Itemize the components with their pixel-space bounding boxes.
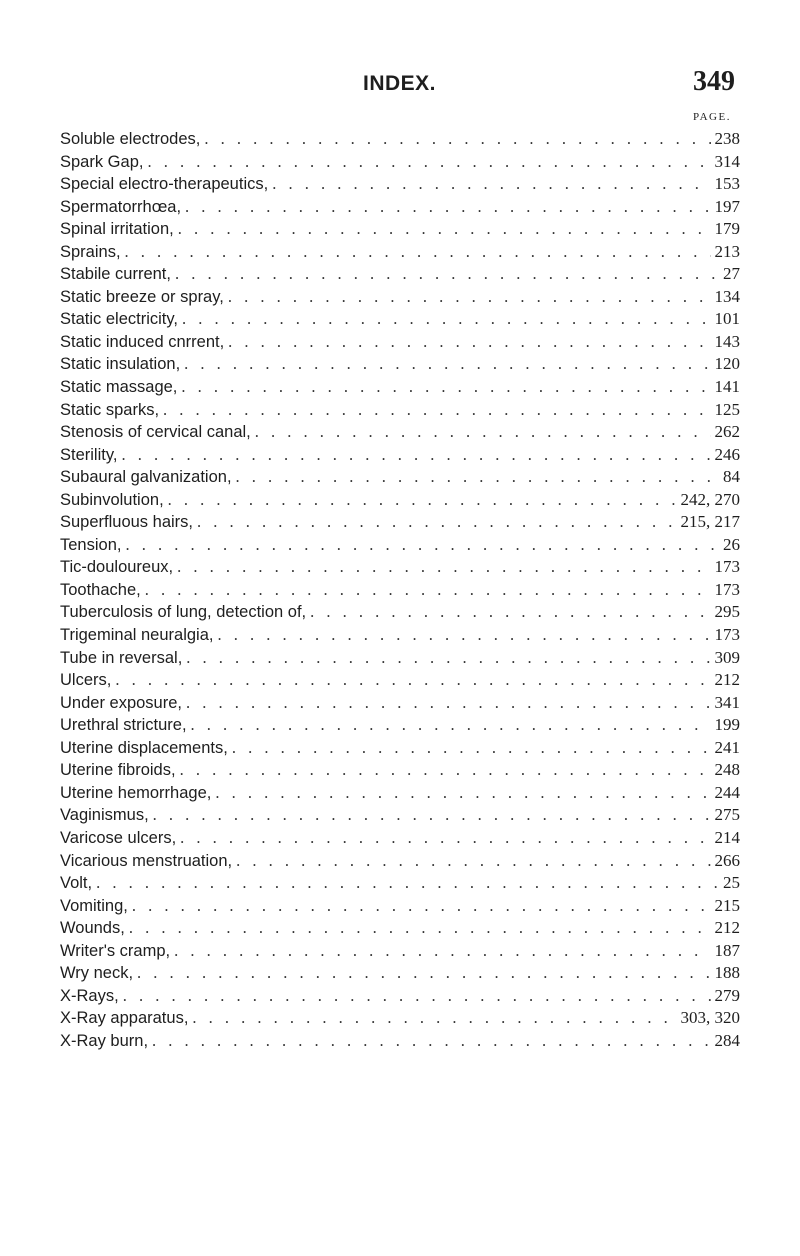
entry-pages: 266 bbox=[714, 850, 740, 870]
index-entry bbox=[60, 759, 740, 782]
page-number: 349 bbox=[693, 66, 735, 97]
index-entry bbox=[60, 850, 740, 873]
entry-pages: 84 bbox=[723, 467, 740, 487]
entry-term: Static massage, bbox=[60, 378, 178, 397]
entry-pages: 179 bbox=[714, 219, 740, 239]
dot-leader bbox=[121, 444, 710, 467]
dot-leader bbox=[174, 940, 710, 963]
entry-pages: 173 bbox=[714, 625, 740, 645]
entry-pages: 188 bbox=[714, 963, 740, 983]
entry-term: Vomiting, bbox=[60, 896, 128, 915]
index-entry bbox=[60, 985, 740, 1008]
index-entry bbox=[60, 714, 740, 737]
entry-term: Subaural galvanization, bbox=[60, 468, 232, 487]
index-entry bbox=[60, 917, 740, 940]
entry-term: Static electricity, bbox=[60, 310, 178, 329]
entry-term: Static breeze or spray, bbox=[60, 287, 224, 306]
entry-pages: 246 bbox=[714, 444, 740, 464]
entry-term: Static insulation, bbox=[60, 355, 181, 374]
dot-leader bbox=[180, 759, 711, 782]
index-entry bbox=[60, 624, 740, 647]
dot-leader bbox=[255, 421, 711, 444]
entry-pages: 295 bbox=[714, 602, 740, 622]
index-entry bbox=[60, 263, 740, 286]
index-entry bbox=[60, 534, 740, 557]
dot-leader bbox=[175, 263, 719, 286]
entry-term: Tube in reversal, bbox=[60, 648, 183, 667]
dot-leader bbox=[236, 850, 710, 873]
entry-pages: 212 bbox=[714, 670, 740, 690]
entry-pages: 141 bbox=[714, 377, 740, 397]
entry-term: Tension, bbox=[60, 535, 122, 554]
entry-pages: 248 bbox=[714, 760, 740, 780]
entry-pages: 199 bbox=[714, 715, 740, 735]
dot-leader bbox=[310, 601, 710, 624]
entry-term: X-Rays, bbox=[60, 986, 119, 1005]
index-entry bbox=[60, 308, 740, 331]
entry-pages: 241 bbox=[714, 737, 740, 757]
index-entry bbox=[60, 489, 740, 512]
entry-term: Writer's cramp, bbox=[60, 941, 171, 960]
entry-term: Stenosis of cervical canal, bbox=[60, 423, 251, 442]
index-entry bbox=[60, 128, 740, 151]
dot-leader bbox=[96, 872, 719, 895]
index-entry bbox=[60, 173, 740, 196]
dot-leader bbox=[181, 376, 710, 399]
entry-term: Wounds, bbox=[60, 919, 125, 938]
entry-term: Spinal irritation, bbox=[60, 220, 174, 239]
entry-pages: 341 bbox=[714, 692, 740, 712]
index-entry bbox=[60, 804, 740, 827]
index-entry bbox=[60, 1007, 740, 1030]
index-entry bbox=[60, 466, 740, 489]
entry-term: Toothache, bbox=[60, 580, 141, 599]
entry-term: Spermatorrhœa, bbox=[60, 197, 182, 216]
index-entry bbox=[60, 782, 740, 805]
dot-leader bbox=[153, 804, 711, 827]
dot-leader bbox=[185, 196, 710, 219]
entry-term: X-Ray apparatus, bbox=[60, 1009, 189, 1028]
entry-term: Varicose ulcers, bbox=[60, 828, 177, 847]
entry-pages: 314 bbox=[714, 151, 740, 171]
entry-term: Sterility, bbox=[60, 445, 118, 464]
dot-leader bbox=[182, 308, 711, 331]
dot-leader bbox=[145, 579, 711, 602]
entry-pages: 275 bbox=[714, 805, 740, 825]
index-entry bbox=[60, 827, 740, 850]
entry-term: Soluble electrodes, bbox=[60, 130, 201, 148]
index-entry bbox=[60, 692, 740, 715]
entry-pages: 244 bbox=[714, 782, 740, 802]
index-entry bbox=[60, 196, 740, 219]
entry-term: Superfluous hairs, bbox=[60, 513, 193, 532]
dot-leader bbox=[180, 827, 710, 850]
dot-leader bbox=[215, 782, 710, 805]
index-entry bbox=[60, 511, 740, 534]
entry-term: Trigeminal neuralgia, bbox=[60, 626, 214, 645]
entry-term: Subinvolution, bbox=[60, 490, 164, 509]
entry-pages: 238 bbox=[714, 129, 740, 148]
entry-pages: 101 bbox=[714, 309, 740, 329]
dot-leader bbox=[132, 895, 711, 918]
dot-leader bbox=[125, 534, 719, 557]
dot-leader bbox=[137, 962, 710, 985]
entry-pages: 242, 270 bbox=[680, 489, 740, 509]
index-entry bbox=[60, 444, 740, 467]
entry-term: Ulcers, bbox=[60, 671, 112, 690]
entry-term: Uterine fibroids, bbox=[60, 761, 176, 780]
dot-leader bbox=[163, 399, 710, 422]
index-entry bbox=[60, 151, 740, 174]
entry-pages: 262 bbox=[714, 422, 740, 442]
index-entry bbox=[60, 218, 740, 241]
dot-leader bbox=[272, 173, 710, 196]
entry-term: X-Ray burn, bbox=[60, 1031, 149, 1050]
index-entry bbox=[60, 940, 740, 963]
index-entry bbox=[60, 556, 740, 579]
entry-term: Wry neck, bbox=[60, 964, 134, 983]
entry-pages: 187 bbox=[714, 940, 740, 960]
dot-leader bbox=[177, 556, 710, 579]
dot-leader bbox=[186, 647, 710, 670]
entry-pages: 215, 217 bbox=[680, 512, 740, 532]
index-entry bbox=[60, 353, 740, 376]
index-entry bbox=[60, 872, 740, 895]
entry-pages: 120 bbox=[714, 354, 740, 374]
dot-leader bbox=[204, 128, 710, 151]
dot-leader bbox=[236, 466, 719, 489]
entry-pages: 173 bbox=[714, 579, 740, 599]
entry-pages: 143 bbox=[714, 331, 740, 351]
dot-leader bbox=[217, 624, 710, 647]
index-entry bbox=[60, 647, 740, 670]
entry-pages: 153 bbox=[714, 174, 740, 194]
entry-pages: 173 bbox=[714, 557, 740, 577]
dot-leader bbox=[186, 692, 711, 715]
entry-term: Sprains, bbox=[60, 242, 121, 261]
dot-leader bbox=[115, 669, 710, 692]
page-header bbox=[0, 66, 800, 102]
dot-leader bbox=[152, 1030, 710, 1053]
entry-pages: 197 bbox=[714, 196, 740, 216]
index-entry bbox=[60, 669, 740, 692]
index-entry bbox=[60, 601, 740, 624]
entry-term: Uterine displacements, bbox=[60, 738, 228, 757]
dot-leader bbox=[197, 511, 677, 534]
entry-pages: 284 bbox=[714, 1030, 740, 1050]
entry-pages: 212 bbox=[714, 918, 740, 938]
entry-pages: 279 bbox=[714, 985, 740, 1005]
entry-pages: 214 bbox=[714, 827, 740, 847]
entry-term: Vaginismus, bbox=[60, 806, 149, 825]
entry-pages: 125 bbox=[714, 399, 740, 419]
index-list bbox=[60, 128, 740, 1052]
dot-leader bbox=[191, 714, 711, 737]
entry-pages: 134 bbox=[714, 286, 740, 306]
entry-term: Tic-douloureux, bbox=[60, 558, 174, 577]
entry-pages: 309 bbox=[714, 647, 740, 667]
entry-term: Special electro-therapeutics, bbox=[60, 175, 269, 194]
entry-term: Uterine hemorrhage, bbox=[60, 783, 212, 802]
entry-term: Urethral stricture, bbox=[60, 716, 187, 735]
entry-term: Static sparks, bbox=[60, 400, 160, 419]
index-entry bbox=[60, 421, 740, 444]
index-entry bbox=[60, 962, 740, 985]
dot-leader bbox=[125, 241, 711, 264]
index-entry bbox=[60, 376, 740, 399]
entry-term: Stabile current, bbox=[60, 265, 171, 284]
dot-leader bbox=[228, 286, 711, 309]
entry-term: Spark Gap, bbox=[60, 152, 144, 171]
dot-leader bbox=[147, 151, 710, 174]
index-entry bbox=[60, 241, 740, 264]
dot-leader bbox=[123, 985, 711, 1008]
entry-term: Vicarious menstruation, bbox=[60, 851, 233, 870]
entry-term: Volt, bbox=[60, 874, 93, 893]
dot-leader bbox=[232, 737, 711, 760]
entry-pages: 27 bbox=[723, 264, 740, 284]
dot-leader bbox=[228, 331, 710, 354]
dot-leader bbox=[178, 218, 711, 241]
index-entry bbox=[60, 737, 740, 760]
entry-pages: 213 bbox=[714, 241, 740, 261]
entry-term: Static induced cnrrent, bbox=[60, 332, 225, 351]
dot-leader bbox=[168, 489, 677, 512]
page-column-label: PAGE. bbox=[693, 111, 731, 123]
entry-pages: 25 bbox=[723, 873, 740, 893]
entry-term: Under exposure, bbox=[60, 693, 182, 712]
page-title: INDEX. bbox=[363, 72, 437, 95]
index-entry bbox=[60, 895, 740, 918]
index-entry bbox=[60, 399, 740, 422]
index-entry bbox=[60, 1030, 740, 1053]
index-entry bbox=[60, 331, 740, 354]
entry-pages: 303, 320 bbox=[680, 1008, 740, 1028]
entry-term: Tuberculosis of lung, detection of, bbox=[60, 603, 307, 622]
entry-pages: 26 bbox=[723, 534, 740, 554]
dot-leader bbox=[192, 1007, 676, 1030]
entry-pages: 215 bbox=[714, 895, 740, 915]
index-entry bbox=[60, 579, 740, 602]
dot-leader bbox=[129, 917, 711, 940]
index-entry bbox=[60, 286, 740, 309]
dot-leader bbox=[184, 353, 710, 376]
